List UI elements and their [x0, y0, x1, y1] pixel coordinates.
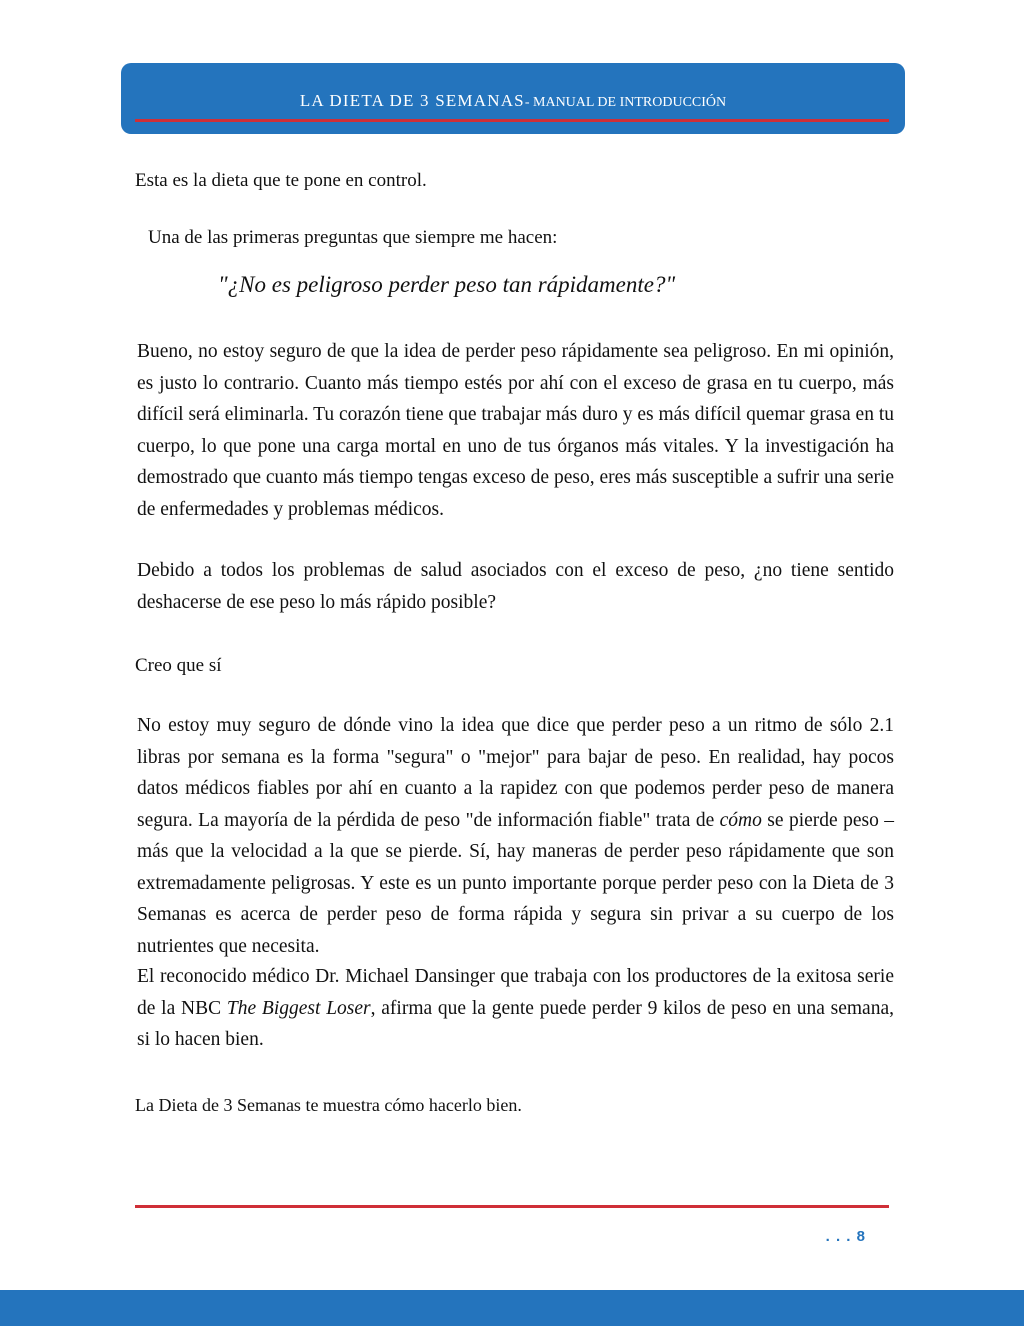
short-answer: Creo que sí	[135, 655, 222, 676]
paragraph-4	[137, 961, 894, 1056]
header-title-main: LA DIETA DE 3 SEMANAS	[299, 91, 525, 110]
paragraph-4-part2: , afirma que la gente puede perder 9 kilos de peso en una semana, si lo hacen bien.	[137, 997, 894, 1050]
paragraph-1: Bueno, no estoy seguro de que la idea de perder peso rápidamente sea peligroso. En mi opinión, es justo lo contrario. Cuanto más tiempo estés por ahí con el exceso de grasa en tu cuerpo, más difícil será eliminarla. Tu corazón tiene que trabajar más duro y es más difícil quemar grasa en tu cuerpo, lo que pone una carga mortal en uno de tus órganos más vitales. Y la investigación ha demostrado que cuanto más tiempo tengas exceso de peso, eres más susceptible a sufrir una serie de enfermedades y problemas médicos.	[137, 341, 895, 520]
header-title-sub: - MANUAL DE INTRODUCCIÓN	[524, 95, 727, 110]
paragraph-2: Debido a todos los problemas de salud asociados con el exceso de peso, ¿no tiene sentido deshacerse de ese peso lo más rápido posible?	[137, 560, 894, 613]
page-number: . . . 8	[825, 1228, 866, 1245]
footer-divider	[135, 1205, 889, 1208]
intro-line: Esta es la dieta que te pone en control.	[135, 170, 427, 191]
header-divider	[135, 119, 889, 122]
paragraph-3	[137, 710, 894, 962]
header-title	[121, 91, 905, 111]
paragraph-3-part1: No estoy muy seguro de dónde vino la idea que dice que perder peso a un ritmo de sólo 2.1 libras por semana es la forma "segura" o "mejor" para bajar de peso. En realidad, hay pocos datos médicos fiables por ahí en cuanto a la rapidez con que podemos perder peso de manera segura. La mayoría de la pérdida de peso "de información fiable" trata de	[137, 715, 894, 831]
paragraph-4-emphasis: The Biggest Loser	[226, 997, 371, 1019]
bottom-band	[0, 1290, 1024, 1326]
quoted-question: "¿No es peligroso perder peso tan rápidamente?"	[218, 272, 676, 297]
paragraph-4-part1: El reconocido médico Dr. Michael Dansinger que trabaja con los productores de la exitosa serie de la NBC	[137, 966, 894, 1019]
page-header	[121, 63, 905, 134]
closing-line: La Dieta de 3 Semanas te muestra cómo hacerlo bien.	[135, 1095, 522, 1115]
paragraph-3-part2: se pierde peso –más que la velocidad a la que se pierde. Sí, hay maneras de perder peso rápidamente que son extremadamente peligrosas. Y este es un punto importante porque perder peso con la Dieta de 3 Semanas es acerca de perder peso de forma rápida y segura sin privar a su cuerpo de los nutrientes que necesita.	[137, 809, 894, 957]
question-intro: Una de las primeras preguntas que siempre me hacen:	[148, 227, 558, 248]
paragraph-3-emphasis: cómo	[719, 809, 762, 831]
